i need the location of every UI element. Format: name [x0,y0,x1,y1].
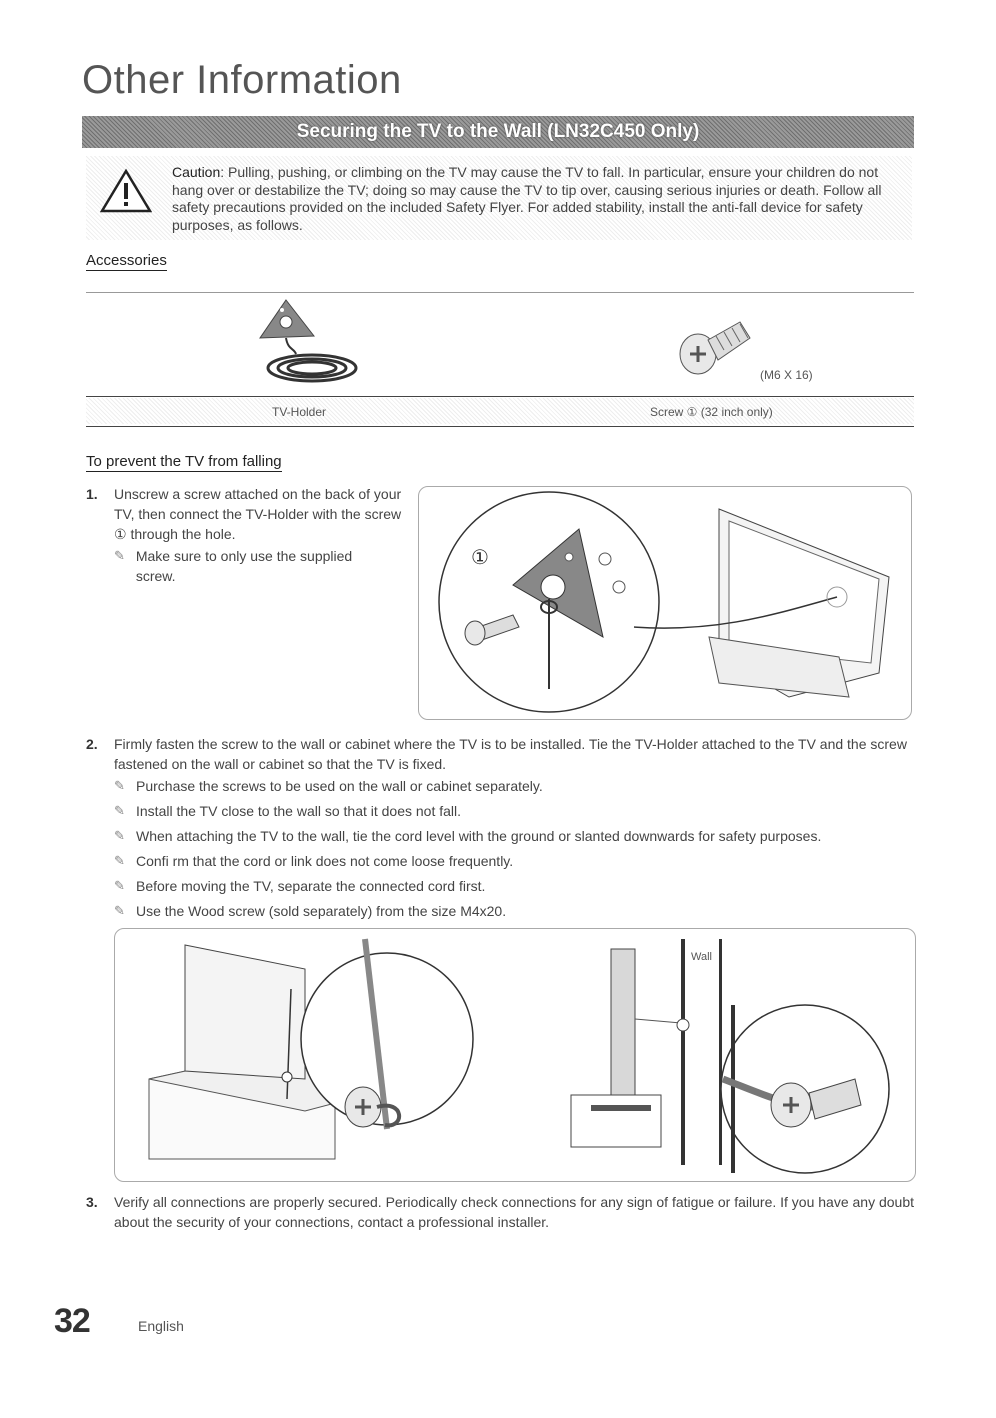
divider [86,292,914,293]
figure-1-callout: ① [471,547,489,569]
note-text: Use the Wood screw (sold separately) from the size M4x20. [136,903,507,919]
wall-label: Wall [691,951,712,963]
accessories-label-bar [86,398,914,424]
note-pencil-icon: ✎ [114,853,125,868]
step-2-notes [114,776,914,926]
note-item [114,876,914,901]
note-pencil-icon: ✎ [114,878,125,893]
page-language: English [138,1318,184,1334]
note-text: Confi rm that the cord or link does not come loose frequently. [136,853,514,869]
figure-2-illustration [115,929,915,1181]
screw-size-label: (M6 X 16) [760,368,813,382]
accessories-heading: Accessories [86,252,167,269]
note-text: Before moving the TV, separate the connected cord first. [136,878,486,894]
prevent-heading: To prevent the TV from falling [86,453,282,470]
step-2-number: 2. [86,736,98,752]
caution-text [172,164,902,234]
note-text: When attaching the TV to the wall, tie the cord level with the ground or slanted downwards for safety purposes. [136,828,822,844]
note-item [114,851,914,876]
screw-label: Screw ① (32 inch only) [650,405,773,419]
note-pencil-icon: ✎ [114,778,125,793]
caution-body: : Pulling, pushing, or climbing on the TV may cause the TV to fall. In particular, ensure your children do not hang over or destabilize the TV; doing so may cause the TV to tip over, causing serious injuries or death. Follow all safety precautions provided on the included Safety Flyer. For added stability, install the anti-fall device for safety purposes, as follows. [172,164,882,233]
step-2-text: Firmly fasten the screw to the wall or cabinet where the TV is to be installed. Tie the TV-Holder attached to the TV and the screw fastened on the wall or cabinet so that the TV is fixed. [114,736,907,772]
section-banner: Securing the TV to the Wall (LN32C450 Only) [82,116,914,148]
note-item [114,801,914,826]
note-item [114,776,914,801]
screw-image [676,310,756,380]
note-text: Make sure to only use the supplied screw. [135,548,353,584]
note-text: Install the TV close to the wall so that it does not fall. [136,803,462,819]
step-1-note [114,546,394,586]
caution-label: Caution [172,164,221,180]
step-3-number: 3. [86,1194,98,1210]
note-text: Purchase the screws to be used on the wall or cabinet separately. [136,778,543,794]
step-3-text: Verify all connections are properly secured. Periodically check connections for any sign of fatigue or failure. If you have any doubt about the security of your connections, contact a professional installer. [114,1194,915,1230]
divider [86,396,914,397]
step-1-number: 1. [86,486,98,502]
tv-holder-label: TV-Holder [272,405,327,419]
note-item [114,901,914,926]
figure-2-box [114,928,916,1182]
note-item [114,826,914,851]
figure-1-box [418,486,912,720]
note-pencil-icon: ✎ [114,903,125,918]
step-1-text: Unscrew a screw attached on the back of your TV, then connect the TV-Holder with the screw ① through the hole. [114,486,402,542]
tv-holder-image [252,298,368,384]
note-pencil-icon: ✎ [114,803,125,818]
note-pencil-icon: ✎ [114,828,125,843]
note-pencil-icon: ✎ [114,548,125,563]
figure-1-illustration [419,487,911,719]
warning-triangle-icon [100,168,152,214]
page-title: Other Information [82,58,402,102]
divider [86,426,914,427]
page-number: 32 [54,1302,90,1340]
